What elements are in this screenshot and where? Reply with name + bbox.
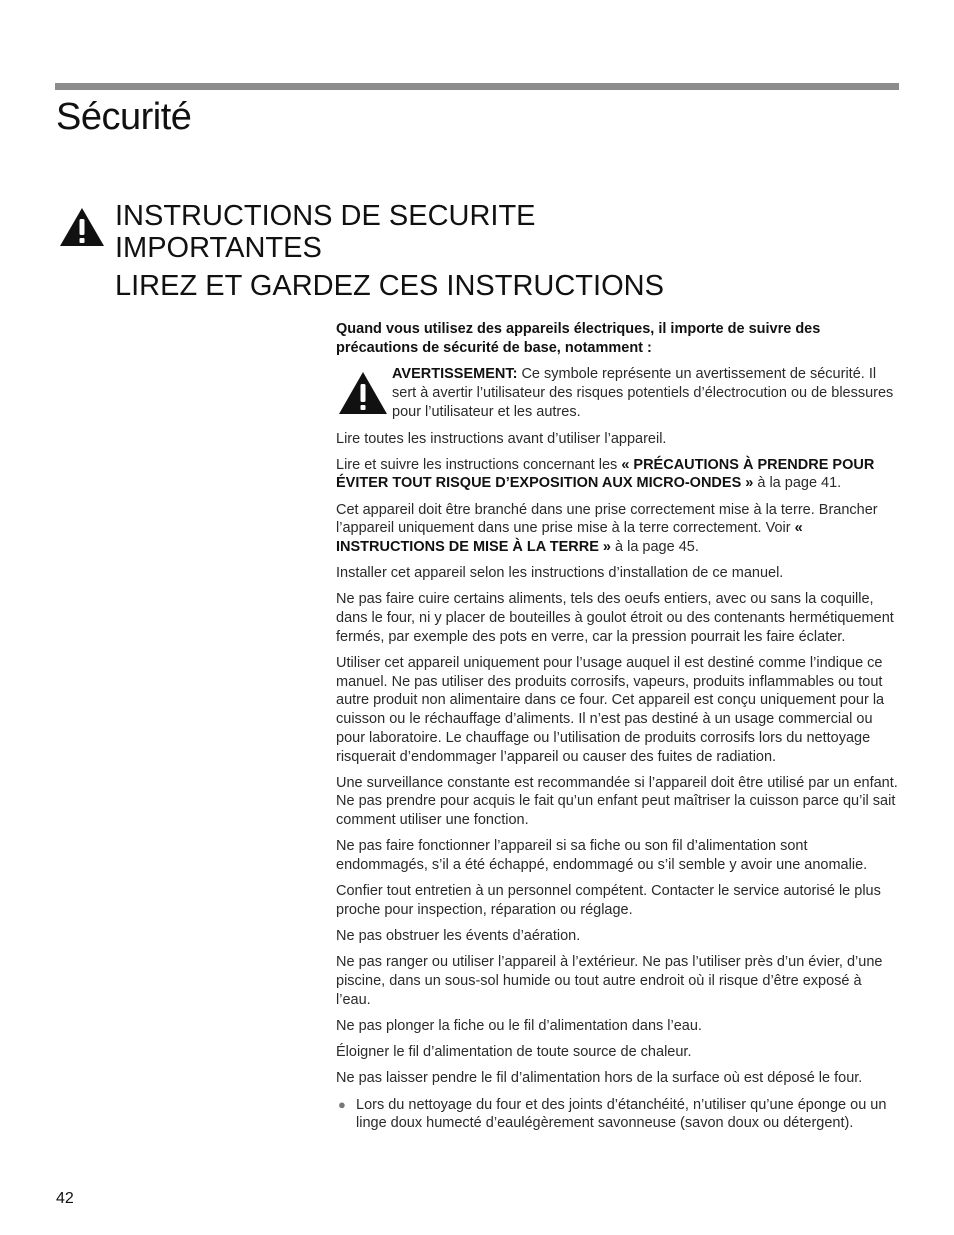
paragraph: Ne pas obstruer les évents d’aération. bbox=[336, 928, 581, 945]
paragraph: Ne pas faire cuire certains aliments, tels des oeufs entiers, avec ou sans la coquille, dans le four, ni y placer de bouteilles à goulot étroit ou des contenants hermétiquement fermés, par exemple des pots en verre, car la pression pourrait les faire éclater. bbox=[336, 591, 894, 645]
paragraph: Ne pas faire fonctionner l’appareil si sa fiche ou son fil d’alimentation sont endommagés, s’il a été échappé, endommagé ou s’il semble y avoir une anomalie. bbox=[336, 838, 868, 874]
warning-triangle-icon bbox=[338, 371, 388, 415]
paragraph: Ne pas ranger ou utiliser l’appareil à l’extérieur. Ne pas l’utiliser près d’un évier, d’une piscine, dans un sous-sol humide ou tout autre endroit où il risque d’être exposé à l’eau. bbox=[336, 954, 883, 1008]
section-subheading: LIREZ ET GARDEZ CES INSTRUCTIONS bbox=[115, 270, 664, 302]
paragraph: Utiliser cet appareil uniquement pour l’usage auquel il est destiné comme l’indique ce manuel. Ne pas utiliser des produits corrosifs, vapeurs, produits inflammables ou tout autre produit non alimentaire dans ce four. Cet appareil est conçu uniquement pour la cuisson ou le réchauffage d’aliments. Il n’est pas destiné à un usage commercial ou pour laboratoire. Le chauffage ou l’utilisation de produits corrosifs lors du nettoyage risquerait d’endommager l’appareil ou causer des fuites de radiation. bbox=[336, 655, 885, 765]
text: à la page 45. bbox=[610, 539, 699, 556]
paragraph: Lire toutes les instructions avant d’utiliser l’appareil. bbox=[336, 430, 667, 447]
list-item-text: Lors du nettoyage du four et des joints d’étanchéité, n’utiliser qu’une éponge ou un linge doux humecté d’eaulégèrement savonneuse (savon doux ou détergent). bbox=[356, 1096, 887, 1132]
warning-triangle-icon bbox=[58, 206, 106, 248]
reference-microwave: « PRÉCAUTIONS À PRENDRE POUR ÉVITER TOUT RISQUE D’EXPOSITION AUX MICRO-ONDES » bbox=[336, 456, 875, 492]
bullet-dot: ● bbox=[338, 1096, 346, 1112]
paragraph: Éloigner le fil d’alimentation de toute source de chaleur. bbox=[336, 1044, 692, 1061]
intro-text: Quand vous utilisez des appareils électriques, il importe de suivre des précautions de sécurité de base, notamment : bbox=[336, 321, 821, 356]
paragraph: Une surveillance constante est recommandée si l’appareil doit être utilisé par un enfant. Ne pas prendre pour acquis le fait qu’un enfant peut maîtriser la cuisson parce qu’il sait comment utiliser une fonction. bbox=[336, 774, 898, 829]
text: Lire et suivre les instructions concernant les bbox=[336, 456, 622, 473]
paragraph: Installer cet appareil selon les instructions d’installation de ce manuel. bbox=[336, 565, 784, 582]
page-number: 42 bbox=[56, 1190, 74, 1207]
warning-note bbox=[336, 365, 900, 421]
warning-label: AVERTISSEMENT: bbox=[392, 366, 518, 383]
list-item bbox=[336, 1096, 900, 1133]
paragraph bbox=[336, 501, 900, 557]
text: à la page 41. bbox=[753, 475, 842, 492]
paragraph: Ne pas laisser pendre le fil d’alimentation hors de la surface où est déposé le four. bbox=[336, 1070, 863, 1087]
paragraph: Confier tout entretien à un personnel compétent. Contacter le service autorisé le plus proche pour inspection, réparation ou réglage. bbox=[336, 883, 881, 918]
safety-instructions bbox=[336, 320, 900, 1141]
top-rule bbox=[55, 83, 899, 90]
text: Cet appareil doit être branché dans une prise correctement mise à la terre. Brancher l’appareil uniquement dans une prise mise à la terre correctement. Voir bbox=[336, 501, 878, 537]
paragraph bbox=[336, 456, 900, 493]
section-heading: INSTRUCTIONS DE SECURITE IMPORTANTES bbox=[115, 200, 536, 264]
reference-grounding: « INSTRUCTIONS DE MISE À LA TERRE » bbox=[336, 520, 803, 556]
page-title: Sécurité bbox=[56, 96, 192, 138]
warning-text: Ce symbole représente un avertissement de sécurité. Il sert à avertir l’utilisateur des risques potentiels d’électrocution ou de blessures pour l’utilisateur et les autres. bbox=[392, 366, 894, 420]
paragraph: Ne pas plonger la fiche ou le fil d’alimentation dans l’eau. bbox=[336, 1018, 702, 1034]
